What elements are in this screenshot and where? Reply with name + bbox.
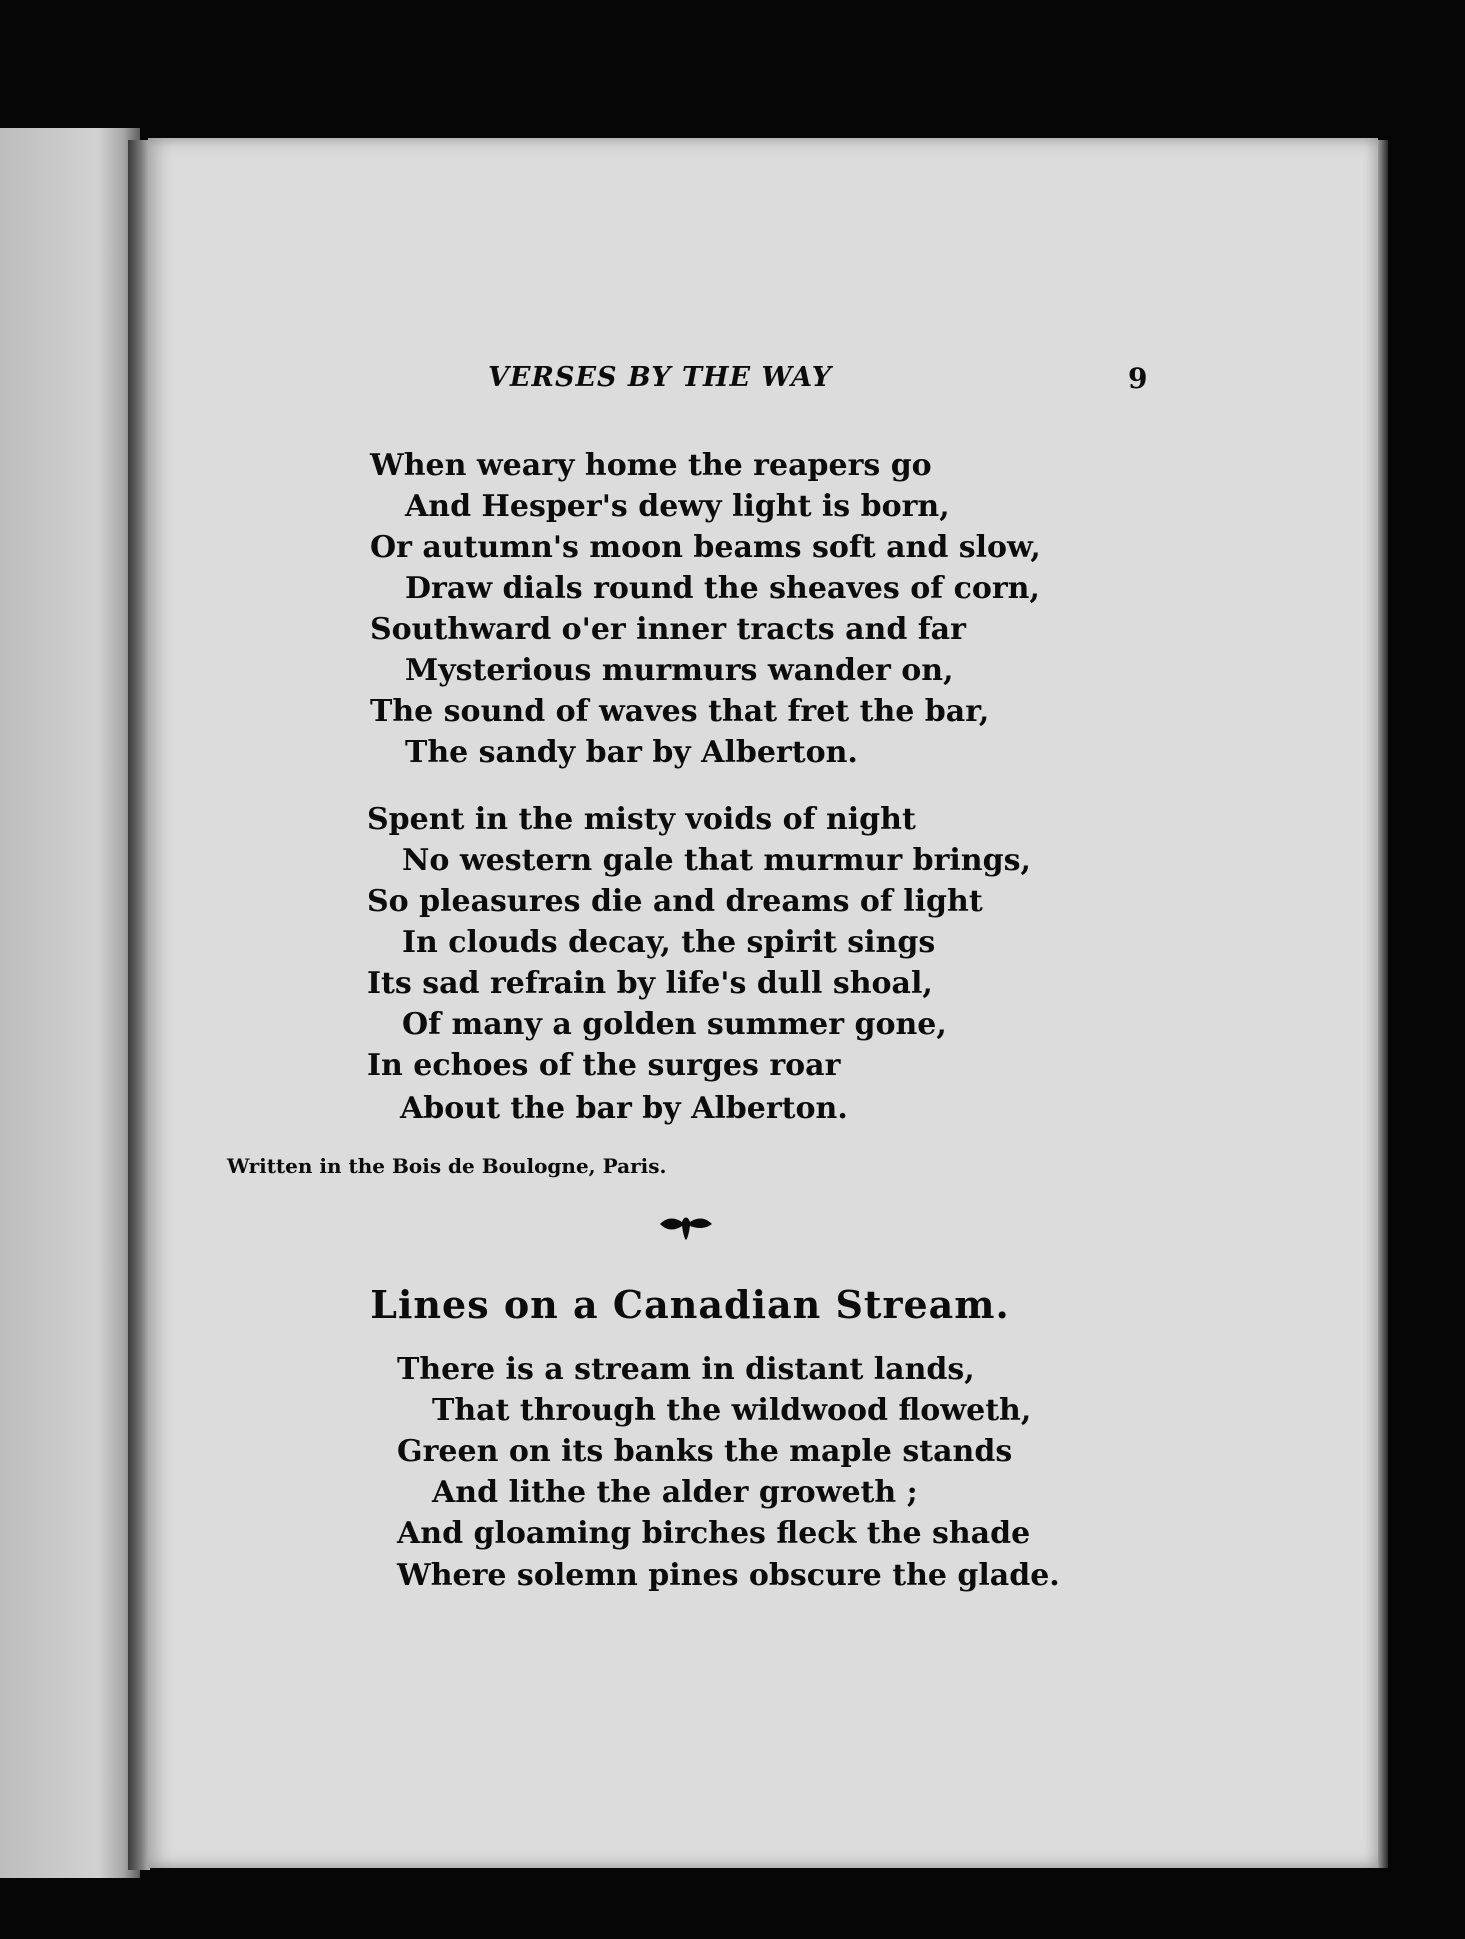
fleuron-ornament-icon <box>658 1206 714 1242</box>
page-number: 9 <box>1128 362 1148 395</box>
facing-page-edge <box>0 128 140 1878</box>
verse-line: In clouds decay, the spirit sings <box>402 925 936 960</box>
running-head: VERSES BY THE WAY <box>487 362 833 393</box>
footnote: Written in the Bois de Boulogne, Paris. <box>227 1154 667 1178</box>
verse-line: And Hesper's dewy light is born, <box>405 489 950 524</box>
verse-line: About the bar by Alberton. <box>400 1091 848 1126</box>
verse-line: Green on its banks the maple stands <box>397 1434 1013 1469</box>
verse-line: That through the wildwood floweth, <box>432 1393 1032 1428</box>
verse-line: In echoes of the surges roar <box>367 1048 841 1083</box>
verse-line: Draw dials round the sheaves of corn, <box>405 571 1040 606</box>
verse-line: Of many a golden summer gone, <box>402 1007 947 1042</box>
poem-title: Lines on a Canadian Stream. <box>370 1282 1010 1327</box>
verse-line: There is a stream in distant lands, <box>397 1352 975 1387</box>
verse-line: And gloaming birches fleck the shade <box>397 1516 1031 1551</box>
page-edge-shadow <box>1378 140 1388 1868</box>
verse-line: Or autumn's moon beams soft and slow, <box>370 530 1041 565</box>
verse-line: Southward o'er inner tracts and far <box>370 612 966 647</box>
verse-line: Mysterious murmurs wander on, <box>405 653 954 688</box>
verse-line: The sound of waves that fret the bar, <box>370 694 990 729</box>
verse-line: When weary home the reapers go <box>370 448 932 483</box>
verse-line: Its sad refrain by life's dull shoal, <box>367 966 933 1001</box>
book-gutter <box>128 140 150 1870</box>
verse-line: Spent in the misty voids of night <box>367 802 916 837</box>
verse-line: The sandy bar by Alberton. <box>405 735 858 770</box>
verse-line: Where solemn pines obscure the glade. <box>397 1558 1060 1593</box>
verse-line: So pleasures die and dreams of light <box>367 884 983 919</box>
verse-line: And lithe the alder groweth ; <box>432 1475 918 1510</box>
verse-line: No western gale that murmur brings, <box>402 843 1031 878</box>
